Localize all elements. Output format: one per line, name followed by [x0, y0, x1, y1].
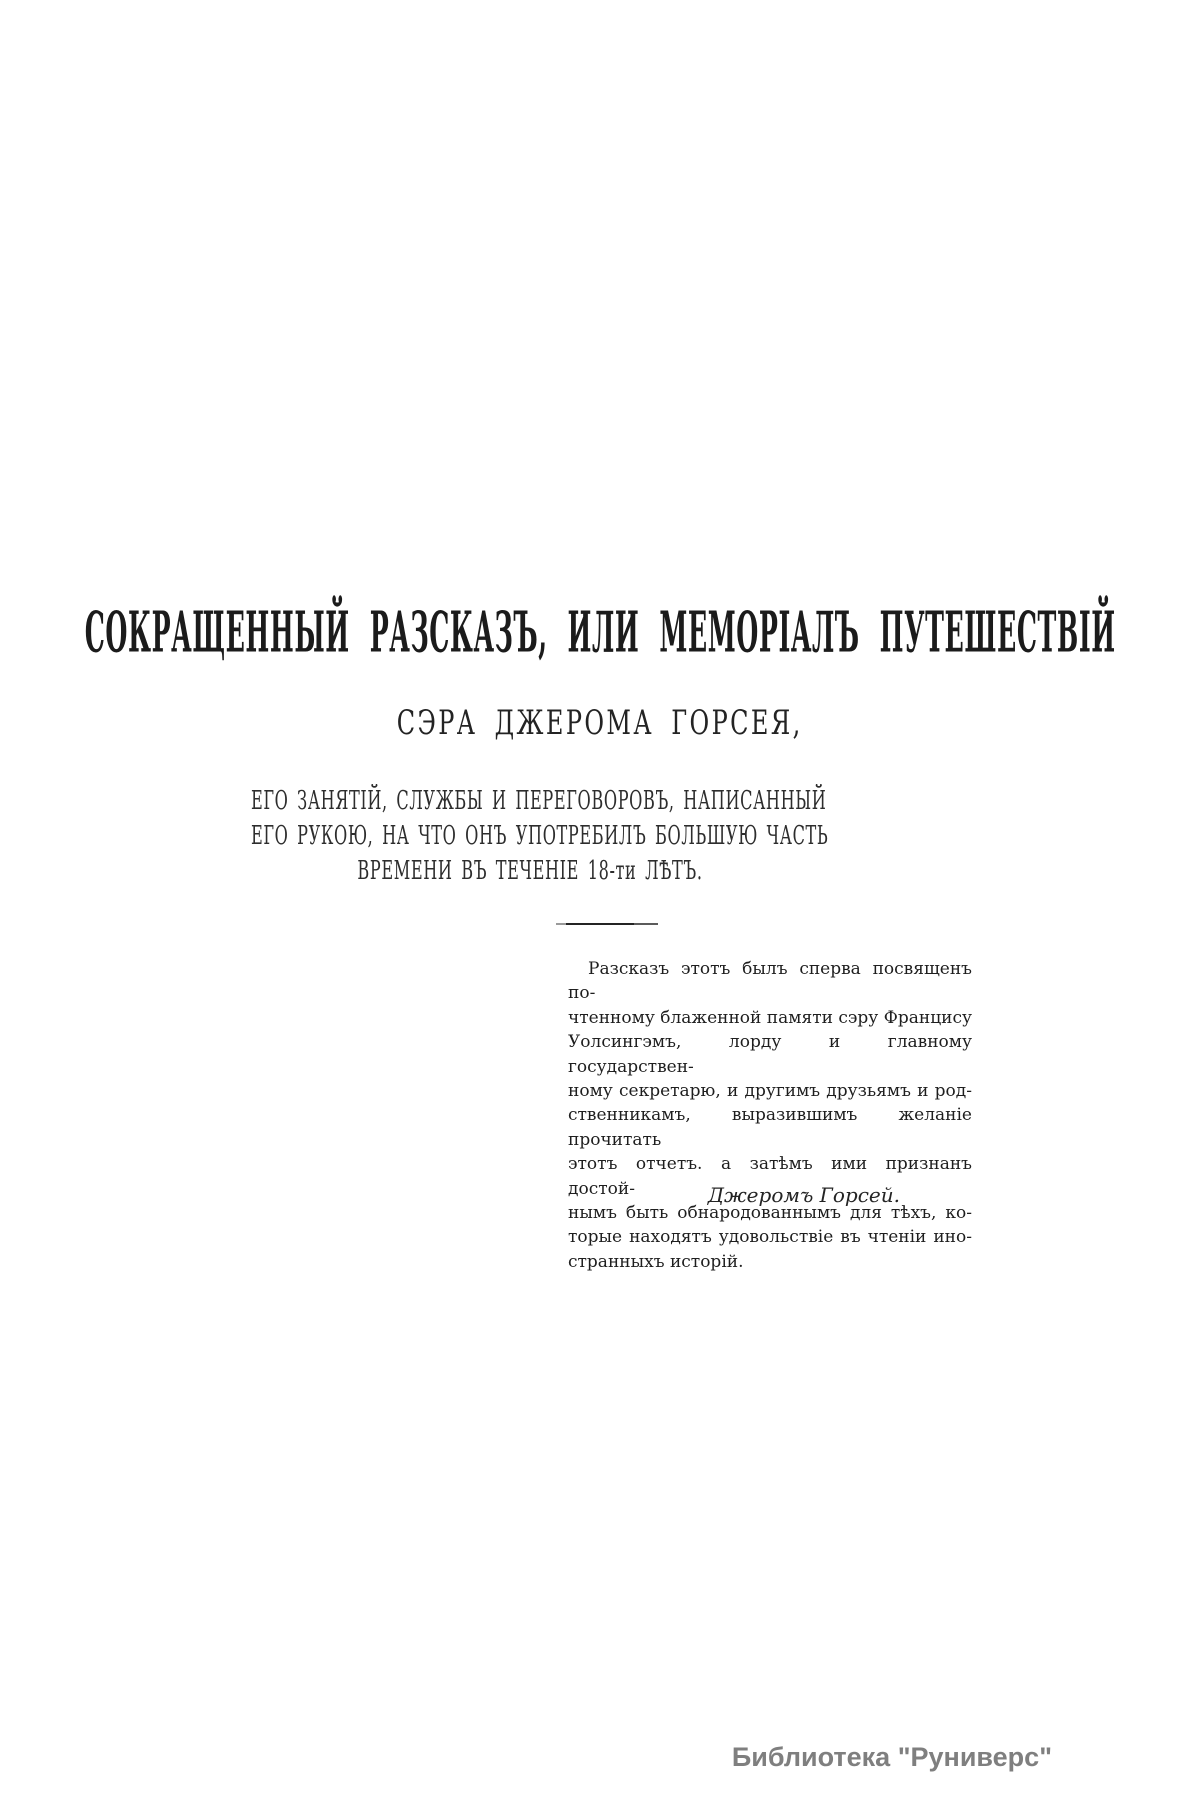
dedication-line: этотъ отчетъ. а затѣмъ ими признанъ достой-: [568, 1154, 972, 1199]
byline-line: ВРЕМЕНИ ВЪ ТЕЧЕНІЕ 18-ти ЛѢТЪ.: [357, 856, 703, 886]
subtitle: СЭРА ДЖЕРОМА ГОРСЕЯ,: [397, 703, 803, 743]
dedication-line: Разсказъ этотъ былъ сперва посвященъ по-: [568, 959, 972, 1004]
dedication-paragraph: [568, 957, 972, 1274]
main-title-row: [0, 592, 1200, 672]
dedication-line: ному секретарю, и другимъ друзьямъ и род-: [568, 1081, 972, 1102]
author-signature: Джеромъ Горсей.: [707, 1183, 900, 1207]
dedication-line: Уолсингэмъ, лорду и главному государствен-: [568, 1032, 972, 1077]
dedication-line: странныхъ исторій.: [568, 1251, 744, 1272]
byline-line: ЕГО ЗАНЯТІЙ, СЛУЖБЫ И ПЕРЕГОВОРОВЪ, НАПИСАННЫЙ: [251, 786, 827, 816]
section-divider-rule: [556, 923, 658, 925]
dedication-line: торые находятъ удовольствіе въ чтеніи ино-: [568, 1227, 972, 1248]
dedication-line: ственникамъ, выразившимъ желаніе прочитать: [568, 1105, 972, 1150]
library-watermark: Библиотека "Руниверс": [731, 1742, 1052, 1772]
subtitle-row: [0, 700, 1200, 746]
dedication-line: нымъ быть обнародованнымъ для тѣхъ, ко-: [568, 1203, 972, 1224]
byline-block: [251, 784, 829, 889]
dedication-line: чтенному блаженной памяти сэру Францису: [568, 1007, 972, 1028]
main-title: СОКРАЩЕННЫЙ РАЗСКАЗЪ, ИЛИ МЕМОРІАЛЪ ПУТЕШЕСТВІЙ: [84, 599, 1116, 665]
byline-line: ЕГО РУКОЮ, НА ЧТО ОНЪ УПОТРЕБИЛЪ БОЛЬШУЮ ЧАСТЬ: [251, 821, 829, 851]
